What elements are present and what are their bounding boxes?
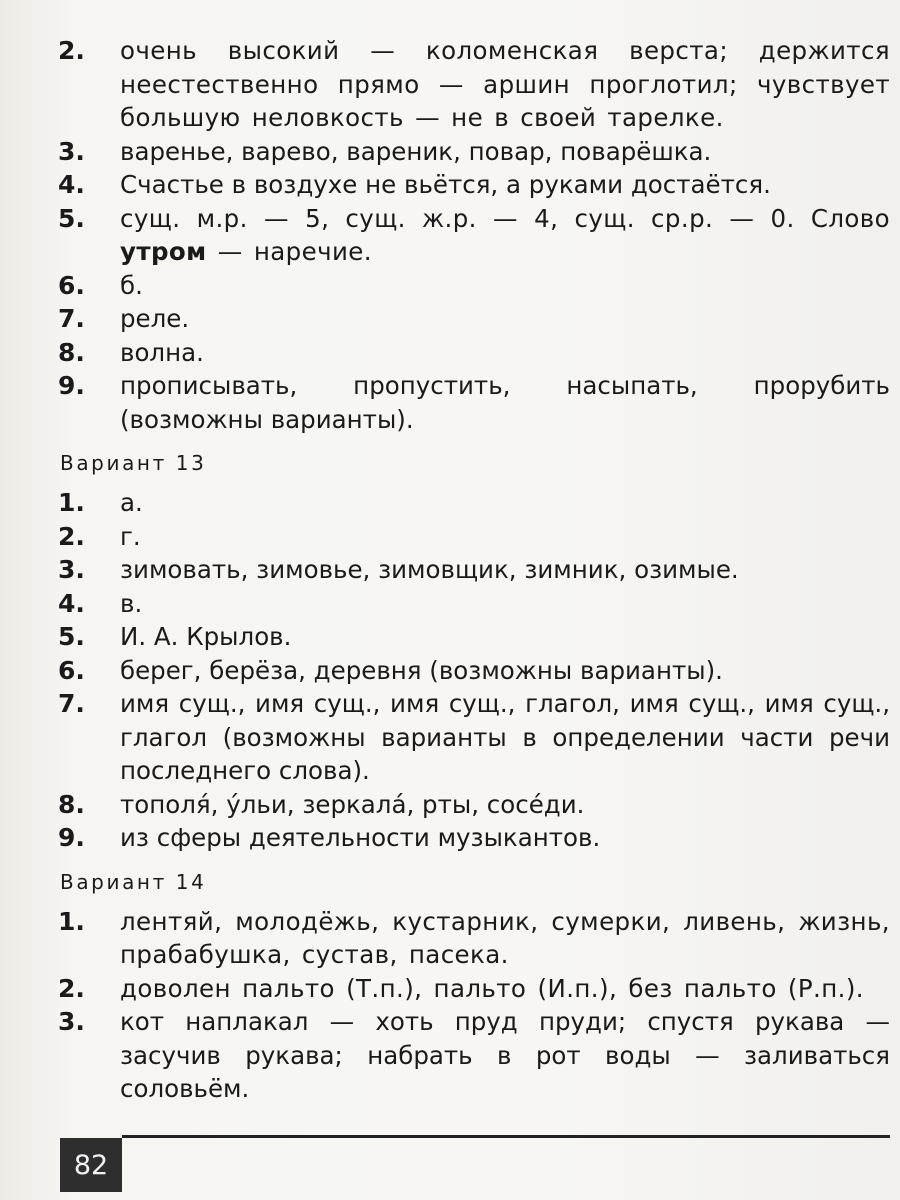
item-number: 1. (58, 906, 85, 936)
item-number: 4. (58, 170, 85, 199)
answer-item (58, 620, 890, 654)
item-number: 1. (58, 488, 85, 517)
item-number: 9. (58, 371, 85, 400)
item-text: варенье, варево, вареник, повар, поварёшка. (120, 136, 712, 166)
item-text: из сферы деятельности музыкантов. (120, 823, 601, 852)
answer-item (58, 486, 890, 520)
item-text: лентяй, молодёжь, кустарник, сумерки, ливень, жизнь, прабабушка, сустав, пасека. (120, 906, 890, 969)
item-number: 7. (58, 689, 85, 718)
answer-item (58, 34, 890, 135)
item-text: И. А. Крылов. (120, 622, 292, 651)
answer-item (58, 135, 890, 169)
item-number: 8. (58, 789, 85, 819)
item-number: 8. (58, 337, 85, 367)
answer-item (58, 520, 890, 554)
footer-rule (122, 1135, 890, 1138)
item-text: а. (120, 488, 143, 517)
item-number: 7. (58, 304, 85, 333)
item-number: 6. (58, 655, 85, 685)
answer-item (58, 788, 890, 822)
item-number: 5. (58, 203, 85, 233)
answer-item (58, 972, 890, 1006)
variant-heading: Вариант 14 (60, 869, 207, 894)
item-number: 2. (58, 36, 85, 65)
item-text (120, 202, 890, 269)
answers-content (58, 34, 890, 1106)
answer-item (58, 202, 890, 269)
answer-item (58, 168, 890, 202)
item-number: 9. (58, 823, 85, 852)
bold-word: утром (120, 237, 207, 266)
item-text: Счастье в воздухе не вьётся, а руками достаётся. (120, 170, 771, 199)
answer-item (58, 1005, 890, 1106)
item-text: зимовать, зимовье, зимовщик, зимник, озимые. (120, 555, 739, 584)
answer-item (58, 302, 890, 336)
item-text-part: — наречие. (206, 237, 372, 266)
item-text: волна. (120, 337, 204, 367)
page-number: 82 (60, 1138, 122, 1192)
item-text: б. (120, 270, 143, 300)
item-text: имя сущ., имя сущ., имя сущ., глагол, имя сущ., имя сущ., глагол (возможны варианты в определении части речи последнего слова). (120, 689, 890, 785)
item-number: 2. (58, 973, 85, 1003)
answer-item (58, 336, 890, 370)
item-text: г. (120, 521, 141, 551)
item-text: тополя́, у́льи, зеркала́, рты, сосе́ди. (120, 789, 585, 819)
item-text: реле. (120, 304, 190, 333)
answer-item (58, 687, 890, 788)
answer-item (58, 553, 890, 587)
item-number: 3. (58, 555, 85, 584)
item-text: в. (120, 588, 143, 618)
item-text: прописывать, пропустить, насыпать, прорубить (возможны варианты). (120, 371, 890, 434)
item-number: 2. (58, 521, 85, 551)
item-number: 3. (58, 1007, 85, 1036)
answer-item (58, 587, 890, 621)
answer-item (58, 369, 890, 436)
item-number: 5. (58, 622, 85, 651)
item-text: очень высокий — коломенская верста; держится неестественно прямо — аршин проглотил; чувствует большую неловкость — не в своей тарелке. (120, 36, 890, 132)
answer-item (58, 269, 890, 303)
item-text: кот наплакал — хоть пруд пруди; спустя рукава — засучив рукава; набрать в рот воды — заливаться соловьём. (120, 1007, 890, 1103)
item-text: берег, берёза, деревня (возможны варианты). (120, 655, 723, 685)
answer-item (58, 821, 890, 855)
item-number: 4. (58, 588, 85, 618)
item-number: 3. (58, 136, 85, 166)
answer-item (58, 654, 890, 688)
variant-heading: Вариант 13 (60, 451, 207, 475)
answer-item (58, 905, 890, 972)
item-text-part: сущ. м.р. — 5, сущ. ж.р. — 4, сущ. ср.р. — 0. Слово (120, 203, 890, 233)
item-text: доволен пальто (Т.п.), пальто (И.п.), без пальто (Р.п.). (120, 973, 864, 1003)
item-number: 6. (58, 270, 85, 300)
